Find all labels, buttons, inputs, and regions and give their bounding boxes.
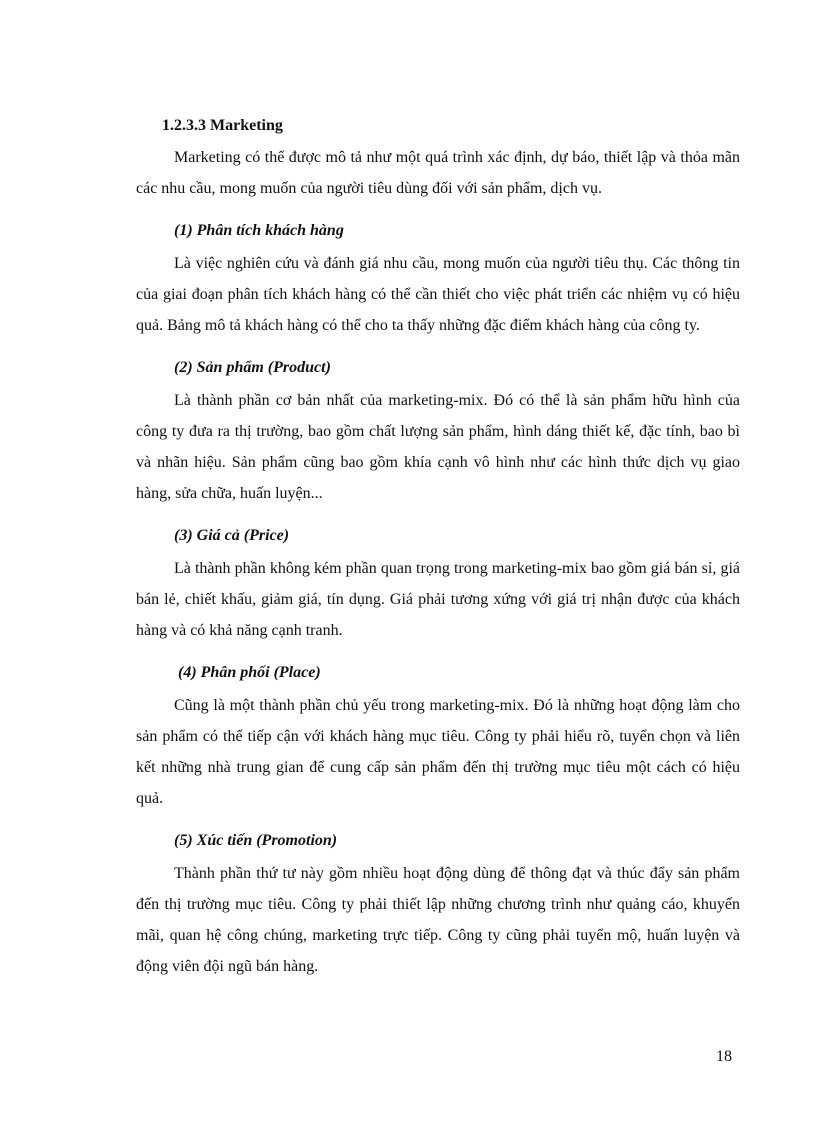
page-number: 18 [716,1048,732,1065]
section-heading: 1.2.3.3 Marketing [162,117,283,134]
section-intro-paragraph: Marketing có thể được mô tả như một quá trình xác định, dự báo, thiết lập và thỏa mãn các nhu cầu, mong muốn của người tiêu dùng đối với sản phẩm, dịch vụ. [136,149,740,197]
subsection-body-promotion: Thành phần thứ tư này gồm nhiều hoạt động dùng để thông đạt và thúc đẩy sản phẩm đến thị trường mục tiêu. Công ty phải thiết lập những chương trình như quảng cáo, khuyến mãi, quan hệ công chúng, marketing trực tiếp. Công ty cũng phải tuyển mộ, huấn luyện và động viên đội ngũ bán hàng. [136,865,740,975]
document-page [136,112,740,995]
subsection-title-price: (3) Giá cả (Price) [174,527,290,544]
subsection-title-product: (2) Sản phẩm (Product) [174,359,331,376]
subsection-body-product: Là thành phần cơ bản nhất của marketing-mix. Đó có thể là sản phẩm hữu hình của công ty đưa ra thị trường, bao gồm chất lượng sản phẩm, hình dáng thiết kế, đặc tính, bao bì và nhãn hiệu. Sản phẩm cũng bao gồm khía cạnh vô hình như các hình thức dịch vụ giao hàng, sửa chữa, huấn luyện... [136,392,740,502]
subsection-body-price: Là thành phần không kém phần quan trọng trong marketing-mix bao gồm giá bán sỉ, giá bán lẻ, chiết khấu, giảm giá, tín dụng. Giá phải tương xứng với giá trị nhận được của khách hàng và có khả năng cạnh tranh. [136,560,740,639]
subsection-title-customer-analysis: (1) Phân tích khách hàng [174,222,344,239]
subsection-title-promotion: (5) Xúc tiến (Promotion) [174,832,338,849]
subsection-body-customer-analysis: Là việc nghiên cứu và đánh giá nhu cầu, mong muốn của người tiêu thụ. Các thông tin của giai đoạn phân tích khách hàng có thể cần thiết cho việc phát triển các nhiệm vụ có hiệu quả. Bảng mô tả khách hàng có thể cho ta thấy những đặc điểm khách hàng của công ty. [136,255,740,334]
subsection-title-place: (4) Phân phối (Place) [178,664,321,681]
subsection-body-place: Cũng là một thành phần chủ yếu trong marketing-mix. Đó là những hoạt động làm cho sản phẩm có thể tiếp cận với khách hàng mục tiêu. Công ty phải hiểu rõ, tuyển chọn và liên kết những nhà trung gian để cung cấp sản phẩm đến thị trường mục tiêu một cách có hiệu quả. [136,697,740,807]
